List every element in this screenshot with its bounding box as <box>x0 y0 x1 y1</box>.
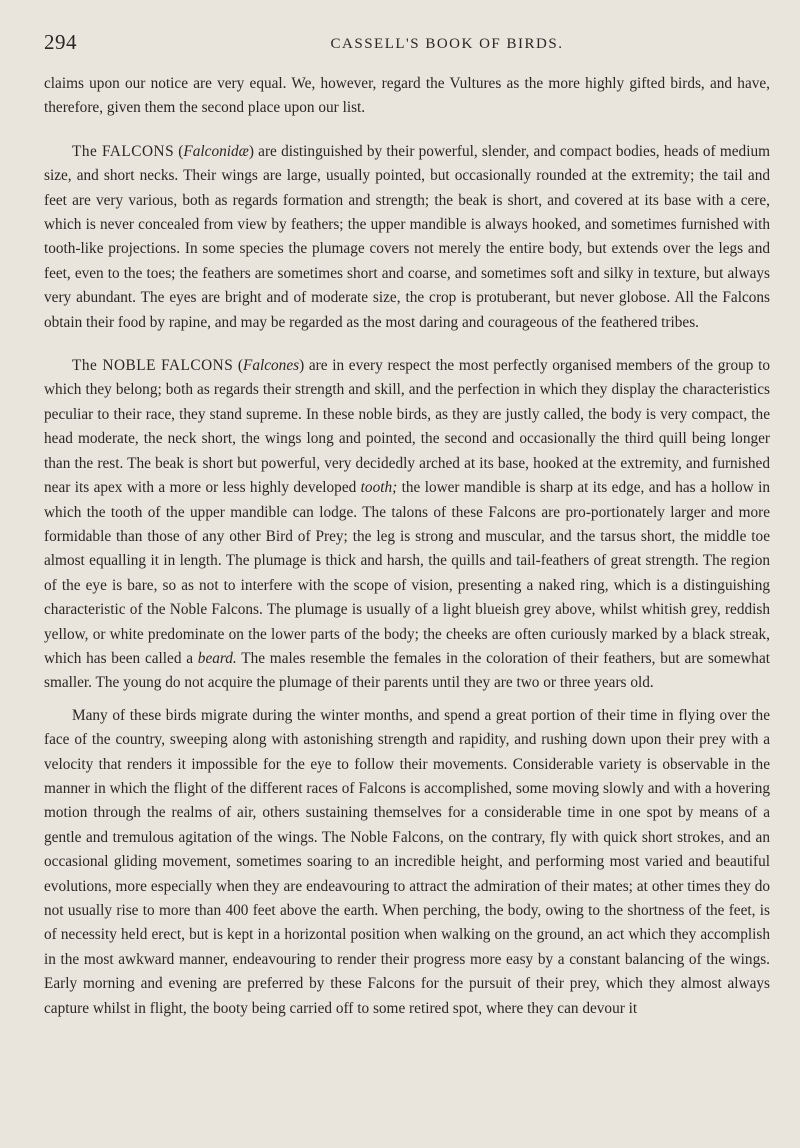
paragraph-text: claims upon our notice are very equal. We, however, regard the Vultures as the more highly gifted birds, and have, therefore, given them the second place upon our list. <box>44 75 770 117</box>
term-beard: beard. <box>197 649 237 667</box>
paragraph-text: the lower mandible is sharp at its edge, and has a hollow in which the tooth of the upper mandible can lodge. The talons of these Falcons are pro-portionately larger and more formidable than those of any other Bird of Prey; the leg is strong and muscular, and the tarsus short, the middle toe almost equalling it in length. The plumage is thick and harsh, the quills and tail-feathers of great strength. The region of the eye is bare, so as not to interfere with the scope of vision, presenting a naked ring, which is a distinguishing characteristic of the Noble Falcons. The plumage is usually of a light blueish grey above, whilst whitish grey, reddish yellow, or white predominate on the lower parts of the body; the cheeks are often curiously marked by a black streak, which has been called a <box>44 479 770 667</box>
paragraph-text: are distinguished by their powerful, slender, and compact bodies, heads of medium size, and short necks. Their wings are large, usually pointed, but occasionally rounded at the extremity; the tail and feet are very various, both as regards formation and strength; the beak is short, and covered at its base with a cere, which is never concealed from view by feathers; the upper mandible is always hooked, and sometimes furnished with tooth-like projections. In some species the plumage covers not merely the entire body, but extends over the legs and feet, even to the toes; the feathers are sometimes short and coarse, and sometimes soft and silky in texture, but always very abundant. The eyes are bright and of moderate size, the crop is protuberant, but never globose. All the Falcons obtain their food by rapine, and may be regarded as the most daring and courageous of the feathered tribes. <box>44 142 770 331</box>
term-tooth: tooth; <box>360 479 398 497</box>
paren-close: ) <box>299 357 305 375</box>
latin-name: Falcones <box>242 357 300 375</box>
page-header <box>44 30 770 56</box>
paren-open: ( <box>174 142 184 160</box>
paragraph-falcons <box>44 140 770 335</box>
paragraph-noble-falcons <box>44 354 770 696</box>
paragraph-vultures-conclusion <box>44 72 770 121</box>
page-number: 294 <box>44 30 77 54</box>
running-head: CASSELL'S BOOK OF BIRDS. <box>330 36 564 52</box>
section-lead: The NOBLE FALCONS <box>72 357 234 375</box>
latin-name: Falconidæ <box>183 142 249 160</box>
paren-close: ) <box>248 142 254 160</box>
paragraph-text: are in every respect the most perfectly organised members of the group to which they belong; both as regards their strength and skill, and the perfection in which they display the characteristics peculiar to their race, they stand supreme. In these noble birds, as they are justly called, the body is very compact, the head moderate, the neck short, the wings long and pointed, the second and occasionally the third quill being longer than the rest. The beak is short but powerful, very decidedly arched at its base, hooked at the extremity, and furnished near its apex with a more or less highly developed <box>44 357 770 497</box>
paragraph-text: Many of these birds migrate during the winter months, and spend a great portion of their time in flying over the face of the country, sweeping along with astonishing strength and rapidity, and rushing down upon their prey with a velocity that renders it impossible for the eye to follow their movements. Considerable variety is observable in the manner in which the flight of the different races of Falcons is accomplished, some moving slowly and with a hovering motion through the realms of air, others sustaining themselves for a considerable time in one spot by means of a gentle and tremulous agitation of the wings. The Noble Falcons, on the contrary, fly with quick short strokes, and an occasional gliding movement, sometimes soaring to an incredible height, and performing most varied and beautiful evolutions, more especially when they are endeavouring to attract the admiration of their mates; at other times they do not usually rise to more than 400 feet above the earth. When perching, the body, owing to the shortness of the feet, is of necessity held erect, but is kept in a horizontal position when walking on the ground, an act which they accomplish in the most awkward manner, endeavouring to render their progress more easy by a constant balancing of the wings. Early morning and evening are preferred by these Falcons for the pursuit of their prey, which they almost always capture whilst in flight, the booty being carried off to some retired spot, where they can devour it <box>44 706 770 1017</box>
paragraph-text: The males resemble the females in the coloration of their feathers, but are somewhat smaller. The young do not acquire the plumage of their parents until they are two or three years old. <box>44 649 770 692</box>
paragraph-migration-flight <box>44 704 770 1021</box>
paren-open: ( <box>233 357 243 375</box>
section-lead: The FALCONS <box>72 142 175 160</box>
